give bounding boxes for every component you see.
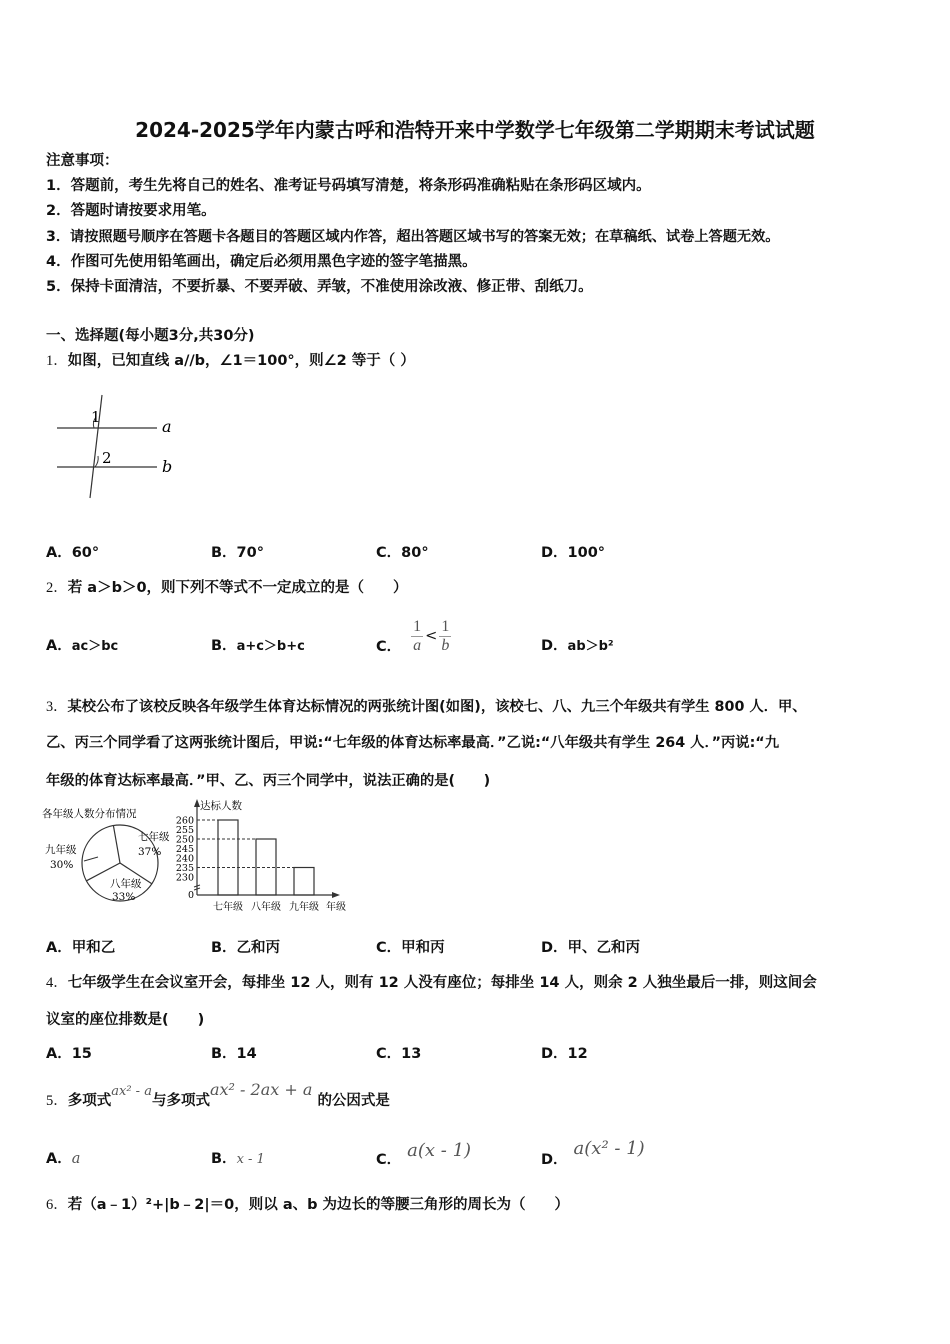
y-tick-label: 235 — [175, 863, 194, 874]
question-4 — [46, 973, 817, 993]
option-expr: ac＞bc — [71, 639, 119, 654]
option-expr: a(x² - 1) — [573, 1138, 645, 1159]
pie-slice-label: 八年级 — [110, 878, 142, 890]
fraction-numerator: 1 — [441, 617, 450, 635]
option-a[interactable] — [46, 1149, 80, 1169]
option-c[interactable] — [376, 612, 451, 660]
page-title: 2024-2025学年内蒙古呼和浩特开来中学数学七年级第二学期期末考试试题 — [135, 118, 815, 142]
question-text: 如图，已知直线 a//b，∠1＝100°，则∠2 等于（ ） — [67, 353, 415, 369]
question-3 — [46, 697, 807, 717]
x-tick-label: 九年级 — [289, 902, 319, 913]
option-d[interactable] — [541, 636, 614, 657]
question-number: 4． — [46, 975, 68, 991]
angle-1-label: 1 — [91, 408, 101, 426]
question-text: 与多项式 — [151, 1093, 210, 1109]
option-letter: A． — [46, 638, 72, 654]
option-a[interactable] — [46, 636, 118, 657]
y-tick-label: 0 — [187, 890, 194, 901]
option-a[interactable]: A．甲和乙 — [46, 940, 116, 956]
question-5 — [46, 1080, 390, 1112]
notice-item: 5．保持卡面清洁，不要折暴、不要弄破、弄皱，不准使用涂改液、修正带、刮纸刀。 — [46, 279, 593, 295]
y-tick-label: 260 — [175, 815, 194, 827]
notice-item: 4．作图可先使用铅笔画出，确定后必须用黑色字迹的签字笔描黑。 — [46, 254, 477, 270]
math-expression: ax² - 2ax + a — [209, 1080, 313, 1099]
question-number: 5． — [46, 1093, 68, 1109]
option-expr: ab＞b² — [567, 639, 614, 654]
y-tick-label: 245 — [175, 844, 194, 855]
pie-slice-label: 九年级 — [45, 844, 77, 856]
x-axis-label: 年级 — [326, 902, 346, 913]
section-heading: 一、选择题(每小题3分,共30分) — [46, 328, 255, 344]
question-text: 某校公布了该校反映各年级学生体育达标情况的两张统计图(如图)，该校七、八、九三个年级共有学生 800 人．甲、 — [67, 699, 807, 715]
question-number: 6． — [46, 1197, 68, 1213]
option-b[interactable]: B．14 — [211, 1046, 257, 1062]
option-expr: a — [71, 1151, 81, 1167]
option-expr: a(x - 1) — [407, 1140, 472, 1161]
option-expr: a+c＞b+c — [236, 639, 305, 654]
pie-slice-label: 七年级 — [138, 831, 170, 843]
bar — [218, 820, 238, 895]
pie-slice-value: 30% — [50, 859, 74, 871]
line-a-label: a — [162, 417, 172, 436]
notice-item: 2．答题时请按要求用笔。 — [46, 203, 216, 219]
option-letter: C． — [376, 639, 402, 655]
question-text: 若（a﹣1）²+|b﹣2|＝0，则以 a、b 为边长的等腰三角形的周长为（ ） — [67, 1197, 570, 1213]
x-tick-label: 七年级 — [213, 902, 243, 913]
line-b-label: b — [162, 457, 173, 476]
question-text: 若 a＞b＞0，则下列不等式不一定成立的是（ ） — [67, 580, 408, 596]
y-tick-label: 230 — [175, 872, 194, 884]
option-letter: D． — [541, 1152, 568, 1168]
fraction-numerator: 1 — [413, 617, 422, 635]
option-letter: C． — [376, 1152, 402, 1168]
option-d[interactable]: D．甲、乙和丙 — [541, 940, 641, 956]
y-tick-label: 255 — [175, 825, 194, 836]
question-6 — [46, 1195, 569, 1215]
option-a[interactable]: A．15 — [46, 1046, 92, 1062]
y-tick-label: 250 — [175, 834, 194, 846]
less-than-sign: < — [425, 628, 438, 644]
option-d[interactable] — [541, 1138, 645, 1170]
angle-2-label: 2 — [102, 449, 112, 467]
option-b[interactable]: B．乙和丙 — [211, 940, 281, 956]
question-number: 2． — [46, 580, 68, 596]
option-letter: A． — [46, 1151, 72, 1167]
question-text: 七年级学生在会议室开会，每排坐 12 人，则有 12 人没有座位；每排坐 14 人，则余 2 人独坐最后一排，则这间会 — [67, 975, 817, 991]
pie-slice-value: 33% — [112, 891, 136, 903]
question-text: 的公因式是 — [317, 1093, 390, 1109]
notice-header: 注意事项： — [46, 153, 119, 169]
question-text: 议室的座位排数是( ) — [46, 1012, 205, 1028]
question-1 — [46, 351, 415, 371]
pie-slice-value: 37% — [138, 846, 162, 858]
pie-slice-boundary — [113, 826, 120, 863]
question-number: 3． — [46, 699, 68, 715]
question-text: 年级的体育达标率最高．”甲、乙、丙三个同学中，说法正确的是( ) — [46, 773, 491, 789]
y-tick-label: 240 — [175, 853, 194, 865]
option-b[interactable] — [211, 1149, 265, 1170]
option-b[interactable] — [211, 636, 305, 657]
option-d[interactable]: D．100° — [541, 545, 606, 561]
option-b[interactable]: B．70° — [211, 545, 264, 561]
bar — [294, 868, 314, 896]
math-expression: ax² - a — [111, 1084, 152, 1099]
option-d[interactable]: D．12 — [541, 1046, 588, 1062]
option-a[interactable]: A．60° — [46, 545, 100, 561]
y-axis-label: 达标人数 — [200, 800, 242, 812]
option-expr: x - 1 — [236, 1152, 265, 1167]
pie-title: 各年级人数分布情况 — [42, 808, 137, 820]
notice-item: 1．答题前，考生先将自己的姓名、准考证号码填写清楚，将条形码准确粘贴在条形码区域内。 — [46, 178, 651, 194]
option-letter: B． — [211, 1151, 237, 1167]
option-c[interactable] — [376, 1140, 472, 1170]
fraction-denominator: a — [413, 636, 422, 654]
parallel-lines-figure — [50, 390, 190, 505]
pie-leader-line — [84, 857, 98, 861]
option-letter: D． — [541, 638, 568, 654]
question-text: 多项式 — [67, 1093, 112, 1109]
x-tick-label: 八年级 — [251, 902, 281, 913]
question-2 — [46, 578, 408, 598]
question-number: 1． — [46, 353, 68, 369]
option-letter: B． — [211, 638, 237, 654]
statistics-figure — [40, 795, 360, 920]
notice-item: 3．请按照题号顺序在答题卡各题目的答题区域内作答，超出答题区域书写的答案无效；在草稿纸、试卷上答题无效。 — [46, 229, 780, 245]
option-c[interactable]: C．甲和丙 — [376, 940, 445, 956]
question-text: 乙、丙三个同学看了这两张统计图后，甲说:“七年级的体育达标率最高．”乙说:“八年级共有学生 264 人．”丙说:“九 — [46, 735, 779, 751]
x-axis-arrow — [332, 892, 340, 898]
option-c[interactable]: C．80° — [376, 545, 429, 561]
fraction-denominator: b — [441, 636, 450, 654]
option-c[interactable]: C．13 — [376, 1046, 422, 1062]
